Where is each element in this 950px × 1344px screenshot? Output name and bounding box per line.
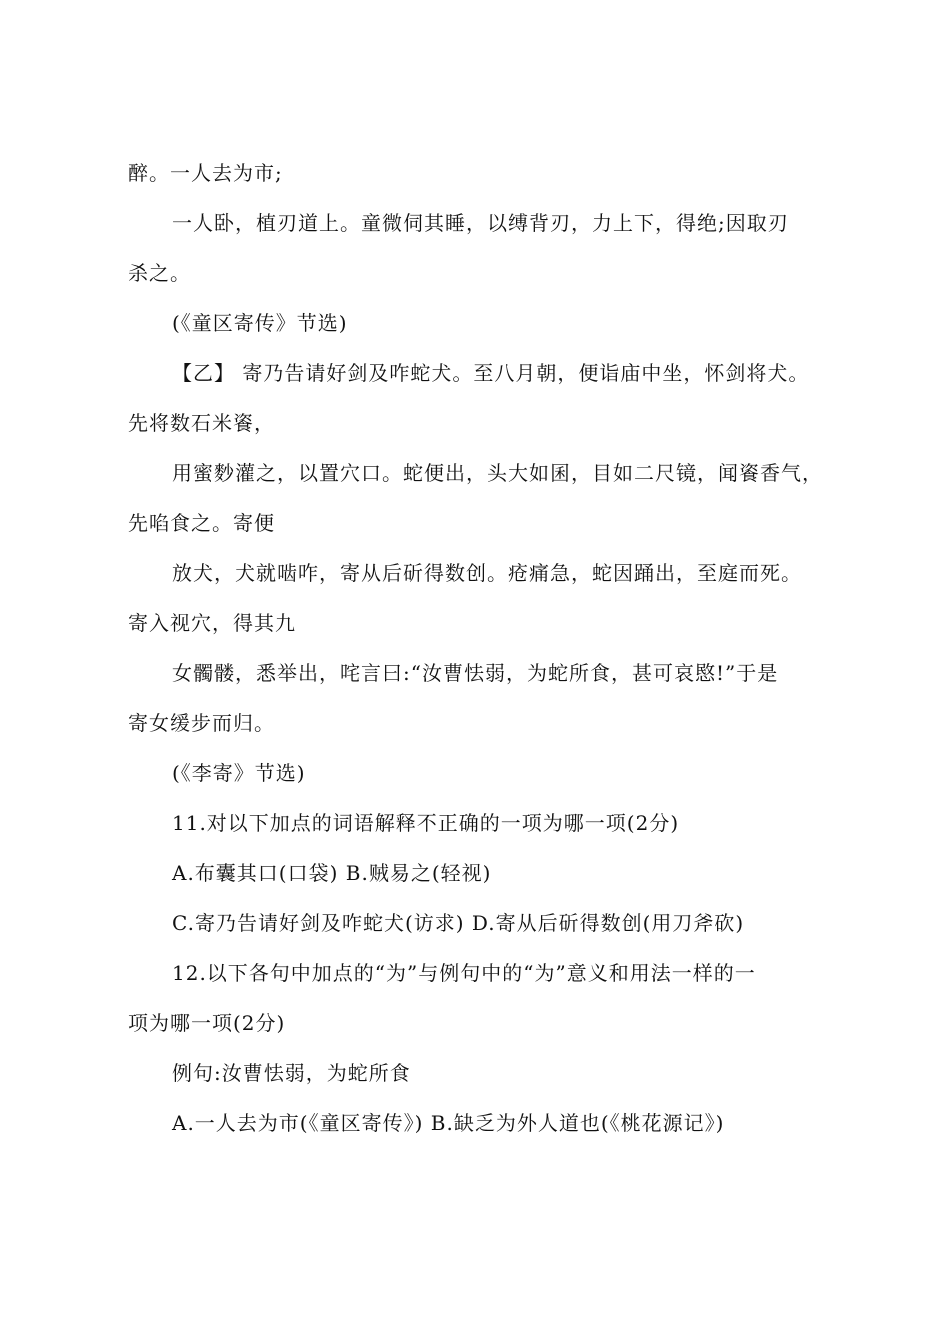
text-line-7: 用蜜麨灌之，以置穴口。蛇便出，头大如囷，目如二尺镜，闻餈香气， xyxy=(172,461,823,485)
text-line-9: 放犬，犬就啮咋，寄从后斫得数创。疮痛急，蛇因踊出，至庭而死。 xyxy=(172,561,802,585)
text-line-8: 先啗食之。寄便 xyxy=(128,511,275,535)
question-11-options-cd: C.寄乃告请好剑及咋蛇犬(访求) D.寄从后斫得数创(用刀斧砍) xyxy=(172,911,745,935)
text-line-11: 女髑髅，悉举出，咤言曰:“汝曹怯弱，为蛇所食，甚可哀愍!”于是 xyxy=(172,661,779,685)
text-line-12: 寄女缓步而归。 xyxy=(128,711,275,735)
question-12-continued: 项为哪一项(2分) xyxy=(128,1011,286,1035)
question-11-options-ab: A.布囊其口(口袋) B.贼易之(轻视) xyxy=(172,861,492,885)
question-12-example: 例句:汝曹怯弱，为蛇所食 xyxy=(172,1061,411,1085)
question-12-options-ab: A.一人去为市(《童区寄传》) B.缺乏为外人道也(《桃花源记》) xyxy=(172,1111,725,1135)
text-line-10: 寄入视穴，得其九 xyxy=(128,611,296,635)
text-line-2: 一人卧，植刃道上。童微伺其睡，以缚背刃，力上下，得绝;因取刃 xyxy=(172,211,789,235)
text-line-1: 醉。一人去为市; xyxy=(128,161,283,185)
text-line-3: 杀之。 xyxy=(128,261,191,285)
question-11: 11.对以下加点的词语解释不正确的一项为哪一项(2分) xyxy=(172,811,680,835)
source-note-2: (《李寄》节选) xyxy=(172,761,306,785)
text-line-5: 【乙】 寄乃告请好剑及咋蛇犬。至八月朝，便诣庙中坐，怀剑将犬。 xyxy=(172,361,810,385)
text-line-6: 先将数石米餈， xyxy=(128,411,275,435)
question-12: 12.以下各句中加点的“为”与例句中的“为”意义和用法一样的一 xyxy=(172,961,756,985)
source-note-1: (《童区寄传》节选) xyxy=(172,311,348,335)
